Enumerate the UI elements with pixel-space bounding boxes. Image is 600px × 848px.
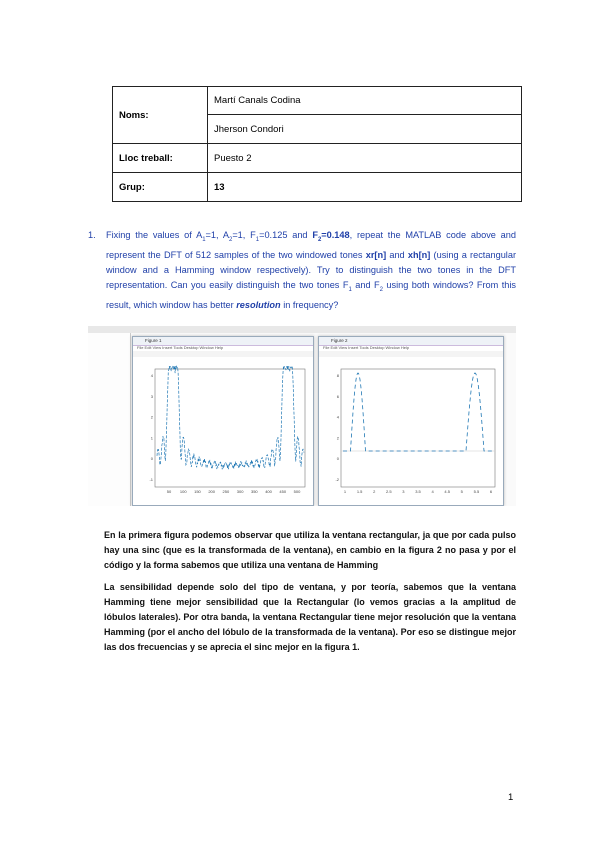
fig2-xticks [344,489,493,494]
question-text [106,228,516,313]
tick-label: 450 [279,489,287,494]
tick-label: 250 [222,489,230,494]
figure-2-menu[interactable]: File Edit View Insert Tools Desktop Window Help [323,345,410,350]
fig1-yticks [149,373,153,482]
tick-label: 3 [150,393,153,399]
tick-label: -2 [335,477,339,482]
figure-1-menu[interactable]: File Edit View Insert Tools Desktop Window Help [137,345,224,350]
p1-text: En la primera figura podemos observar que utiliza la ventana rectangular, ja que por cada pulso hay una sinc (que es la transformada de la ventana), en cambio en la figura [104,530,516,555]
q-xr: xr[n] [365,249,387,260]
q-sub: 1 [348,286,352,293]
tick-label: 5 [460,489,463,494]
q-part: =0.125 and [259,230,313,240]
q-part: , repeat the MATLAB code above and represent the DFT of 512 samples of the two windowed tones [106,230,516,260]
paragraph-1 [104,528,516,573]
q-f2: F [312,230,318,240]
lloc-label: Lloc treball: [113,144,208,173]
tick-label: 2 [373,489,376,494]
q-part: using both windows? From this result, which window has better [106,279,517,310]
lloc-value: Puesto 2 [208,144,522,173]
q-sub: 2 [228,236,233,243]
figure-2-plot [319,357,503,505]
tick-label: 300 [236,489,244,494]
p1-text: no pasa y por el código y la forma sabemos que utiliza una ventana de Hamming [104,545,516,570]
info-table [112,86,522,202]
p2-figure-ref: 1 [352,642,358,652]
tick-label: 6 [489,489,493,494]
tick-label: 1.5 [356,489,363,494]
q-sub: 2 [317,236,322,243]
q-xh: xh[n] [407,249,431,260]
tick-label: 1 [150,435,153,441]
q-f2-value: =0.148 [321,230,350,240]
tick-label: 500 [293,489,301,494]
grup-label: Grup: [113,173,208,202]
q-part: Fixing the values of A [106,230,203,240]
q-part: and F [351,279,380,290]
tick-label: 4 [336,414,339,420]
figure-2-window [318,336,504,506]
noms-label: Noms: [113,87,208,144]
p1-figure-ref: 2 [436,545,442,555]
tick-label: 0 [150,456,153,462]
tick-label: 4.5 [444,489,450,494]
tick-label: 100 [179,489,187,494]
q-part: (using a rectangular window and a Hamming window respectively). Try to distinguish the two tones in the DFT representation. Can you easily distinguish the two tones F [106,249,517,290]
tick-label: 4 [431,489,434,494]
fig1-xticks [167,489,301,494]
tick-label: 8 [336,373,339,378]
tick-label: 150 [194,489,201,494]
tick-label: 3.5 [415,489,421,494]
fig2-yticks [335,373,339,482]
q-part: =1, A [205,230,229,240]
matlab-screenshot [88,326,516,506]
matlab-left-pane [88,333,131,506]
p2-text: La sensibilidad depende solo del tipo de ventana, y por teoría, sabemos que la ventana Hamming tiene mejor sensibilidad que la Rectangular (lo vemos gracias a la amplitud de lóbulos laterales). Por otra banda, la ventana Rectangular tiene mejor resolución que la ventana Hamming (por el ancho del lóbulo de la transformada de la ventana). Por eso se distingue mejor las dos frecuencias y se aprecia el sinc mejor en la figura [104,582,516,652]
q-sub: 1 [255,236,260,243]
tick-label: 2.5 [386,489,392,494]
matlab-titlebar [88,326,516,333]
tick-label: 0 [336,456,339,462]
figure-1-plot [133,357,313,505]
question-block [88,228,516,313]
tick-label: -1 [149,477,153,482]
q-sub: 2 [379,286,383,293]
name-2: Jherson Condori [208,115,522,144]
matlab-window [88,326,516,506]
q-part: and [386,249,408,260]
tick-label: 5.5 [473,489,480,494]
tick-label: 200 [208,489,216,494]
name-1: Martí Canals Codina [208,87,522,115]
page-number: 1 [508,792,514,803]
figure-1-titlebar[interactable]: Figure 1 [133,337,313,346]
tick-label: 1 [343,489,347,494]
question-number: 1. [88,230,96,240]
grup-value: 13 [208,173,522,202]
q-sub: 1 [202,236,206,243]
figure-2-titlebar[interactable]: Figure 2 [319,337,503,346]
tick-label: 2 [336,435,339,441]
tick-label: 4 [150,373,153,378]
p2-text: . [357,642,360,652]
q-resolution: resolution [236,299,281,310]
tick-label: 350 [250,489,258,494]
q-part: in frequency? [280,299,339,310]
paragraph-2 [104,580,516,655]
figure-1-window [132,336,314,506]
tick-label: 6 [336,393,339,399]
q-part: =1, F [232,230,256,240]
tick-label: 400 [265,489,272,494]
tick-label: 2 [150,414,153,420]
tick-label: 50 [166,489,172,494]
tick-label: 3 [402,489,405,494]
